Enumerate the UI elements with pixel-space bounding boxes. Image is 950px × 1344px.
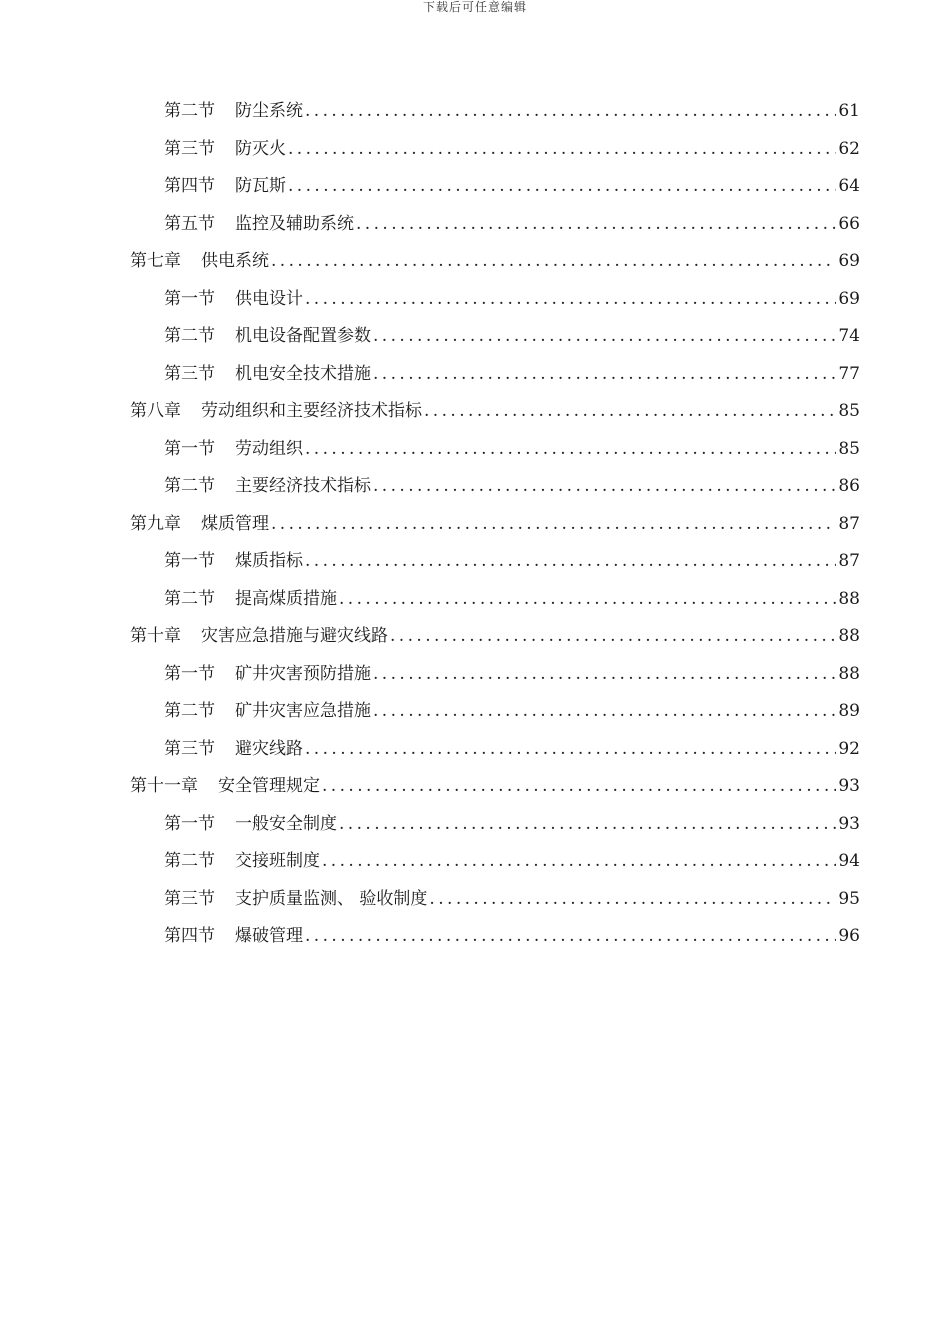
toc-entry-title: 矿井灾害预防措施 (235, 663, 371, 684)
toc-entry-title: 供电系统 (201, 251, 269, 271)
toc-entry-label: 第三节 (164, 138, 215, 159)
toc-section-entry[interactable] (130, 543, 860, 581)
toc-page-number: 85 (838, 438, 860, 459)
toc-dot-leader (322, 768, 836, 806)
toc-page-number: 93 (838, 776, 860, 796)
toc-entry-label: 第一节 (164, 551, 215, 571)
toc-chapter-entry[interactable] (130, 393, 860, 431)
toc-page-number: 96 (838, 926, 860, 946)
toc-section-entry[interactable] (130, 281, 860, 319)
toc-entry-title: 安全管理规定 (218, 776, 320, 796)
toc-section-entry[interactable] (130, 318, 860, 356)
toc-entry-label: 第二节 (164, 326, 215, 346)
toc-chapter-entry[interactable] (130, 618, 860, 656)
header-note: 下载后可任意编辑 (422, 0, 527, 14)
toc-entry-title: 监控及辅助系统 (235, 213, 354, 234)
toc-page-number: 93 (838, 813, 860, 834)
toc-entry-label: 第十一章 (130, 776, 198, 796)
toc-entry-title: 供电设计 (235, 288, 303, 309)
toc-entry-title: 提高煤质措施 (235, 588, 337, 609)
toc-dot-leader (424, 393, 836, 431)
toc-page-number: 88 (838, 626, 860, 646)
toc-entry-label: 第五节 (164, 213, 215, 234)
toc-page-number: 69 (838, 288, 860, 309)
toc-page-number: 87 (838, 513, 860, 534)
toc-page-number: 95 (838, 888, 860, 909)
toc-entry-label: 第七章 (130, 251, 181, 271)
toc-page-number: 61 (838, 101, 860, 121)
toc-page-number: 88 (838, 663, 860, 684)
toc-section-entry[interactable] (130, 168, 860, 206)
toc-entry-label: 第一节 (164, 663, 215, 684)
toc-section-entry[interactable] (130, 731, 860, 769)
toc-entry-title: 劳动组织和主要经济技术指标 (201, 401, 422, 421)
toc-dot-leader (305, 281, 836, 319)
toc-section-entry[interactable] (130, 881, 860, 919)
toc-entry-label: 第二节 (164, 588, 215, 609)
toc-dot-leader (390, 618, 836, 656)
toc-entry-title: 交接班制度 (235, 851, 320, 871)
toc-page-number: 74 (838, 326, 860, 346)
toc-dot-leader (305, 731, 836, 769)
toc-dot-leader (356, 206, 836, 244)
toc-section-entry[interactable] (130, 93, 860, 131)
toc-entry-label: 第三节 (164, 888, 215, 909)
toc-dot-leader (322, 843, 836, 881)
toc-section-entry[interactable] (130, 656, 860, 694)
toc-dot-leader (288, 131, 836, 169)
toc-dot-leader (339, 581, 836, 619)
toc-entry-label: 第二节 (164, 701, 215, 721)
toc-section-entry[interactable] (130, 918, 860, 956)
toc-chapter-entry[interactable] (130, 243, 860, 281)
toc-entry-label: 第四节 (164, 176, 215, 196)
toc-section-entry[interactable] (130, 843, 860, 881)
toc-entry-label: 第八章 (130, 401, 181, 421)
toc-page-number: 86 (838, 476, 860, 496)
toc-page-number: 62 (838, 138, 860, 159)
toc-entry-title: 煤质指标 (235, 551, 303, 571)
toc-entry-title: 煤质管理 (201, 513, 269, 534)
toc-dot-leader (305, 543, 836, 581)
toc-dot-leader (373, 318, 836, 356)
toc-entry-label: 第二节 (164, 101, 215, 121)
toc-entry-title: 防尘系统 (235, 101, 303, 121)
toc-page-number: 85 (838, 401, 860, 421)
toc-section-entry[interactable] (130, 581, 860, 619)
toc-page-number: 94 (838, 851, 860, 871)
toc-dot-leader (305, 918, 836, 956)
toc-entry-title: 爆破管理 (235, 926, 303, 946)
toc-dot-leader (305, 93, 836, 131)
toc-section-entry[interactable] (130, 131, 860, 169)
toc-page-number: 89 (838, 701, 860, 721)
toc-entry-label: 第九章 (130, 513, 181, 534)
toc-entry-label: 第十章 (130, 626, 181, 646)
toc-page-number: 69 (838, 251, 860, 271)
toc-section-entry[interactable] (130, 356, 860, 394)
toc-page-number: 87 (838, 551, 860, 571)
toc-page-number: 77 (838, 363, 860, 384)
toc-entry-title: 支护质量监测、 验收制度 (235, 888, 428, 909)
toc-entry-label: 第三节 (164, 738, 215, 759)
toc-entry-title: 机电安全技术措施 (235, 363, 371, 384)
toc-section-entry[interactable] (130, 468, 860, 506)
toc-entry-label: 第三节 (164, 363, 215, 384)
toc-dot-leader (373, 468, 836, 506)
toc-entry-title: 防灭火 (235, 138, 286, 159)
toc-entry-title: 防瓦斯 (235, 176, 286, 196)
toc-entry-title: 灾害应急措施与避灾线路 (201, 626, 388, 646)
toc-chapter-entry[interactable] (130, 768, 860, 806)
toc-entry-title: 机电设备配置参数 (235, 326, 371, 346)
toc-section-entry[interactable] (130, 806, 860, 844)
toc-dot-leader (339, 806, 836, 844)
toc-page-number: 92 (838, 738, 860, 759)
toc-section-entry[interactable] (130, 431, 860, 469)
toc-entry-label: 第一节 (164, 438, 215, 459)
toc-dot-leader (373, 693, 836, 731)
toc-entry-title: 避灾线路 (235, 738, 303, 759)
toc-dot-leader (305, 431, 836, 469)
toc-page-number: 64 (838, 176, 860, 196)
toc-entry-label: 第一节 (164, 813, 215, 834)
toc-entry-title: 矿井灾害应急措施 (235, 701, 371, 721)
toc-entry-title: 劳动组织 (235, 438, 303, 459)
toc-entry-title: 主要经济技术指标 (235, 476, 371, 496)
toc-dot-leader (373, 356, 836, 394)
toc-entry-label: 第一节 (164, 288, 215, 309)
toc-entry-title: 一般安全制度 (235, 813, 337, 834)
toc-chapter-entry[interactable] (130, 506, 860, 544)
toc-page-number: 88 (838, 588, 860, 609)
toc-page-number: 66 (838, 213, 860, 234)
toc-section-entry[interactable] (130, 206, 860, 244)
toc-entry-label: 第二节 (164, 851, 215, 871)
toc-dot-leader (429, 881, 836, 919)
toc-dot-leader (271, 243, 836, 281)
toc-dot-leader (288, 168, 836, 206)
toc-dot-leader (373, 656, 836, 694)
toc-dot-leader (271, 506, 836, 544)
toc-entry-label: 第四节 (164, 926, 215, 946)
toc-section-entry[interactable] (130, 693, 860, 731)
table-of-contents (130, 93, 860, 956)
toc-entry-label: 第二节 (164, 476, 215, 496)
